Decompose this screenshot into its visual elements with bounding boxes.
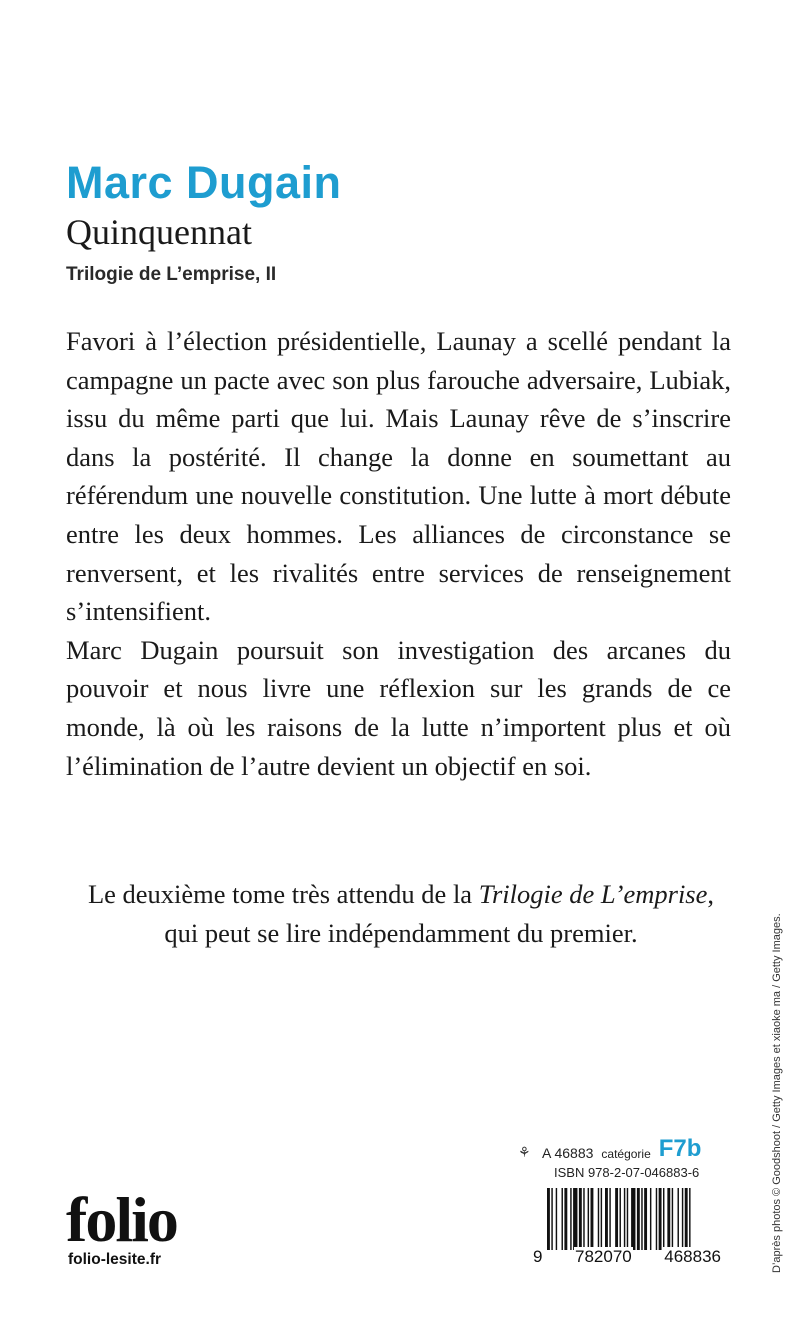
barcode-bar — [573, 1188, 577, 1250]
summary-paragraph-2: Marc Dugain poursuit son investigation des arcanes du pouvoir et nous livre une réflexion sur les grands de ce monde, là où les raisons de la lutte n’importent plus et où l’élimination de l’autre devient un objectif en soi. — [66, 634, 731, 781]
barcode-bar — [678, 1188, 679, 1250]
barcode-bar — [672, 1188, 673, 1250]
barcode-bar — [583, 1188, 584, 1250]
barcode-bar — [663, 1188, 664, 1250]
publisher-mark-icon: ⚘ — [518, 1144, 531, 1160]
isbn: ISBN 978-2-07-046883-6 — [554, 1165, 700, 1180]
barcode-bar — [570, 1188, 571, 1250]
barcode-bar — [579, 1188, 582, 1250]
barcode-bar — [689, 1188, 690, 1250]
product-codes — [518, 1135, 723, 1180]
barcode-digits — [532, 1247, 722, 1267]
barcode-bar — [556, 1188, 557, 1250]
barcode-bar — [605, 1188, 608, 1250]
barcode-bar — [547, 1188, 550, 1250]
folio-logo: folio — [66, 1184, 177, 1255]
tagline-series-italic: Trilogie de L’emprise — [478, 879, 708, 909]
photo-credit: D’après photos © Goodshoot / Getty Images et xiaoke ma / Getty Images. — [771, 913, 783, 1273]
barcode-bar — [685, 1188, 688, 1250]
catalog-row — [518, 1135, 723, 1161]
barcode-bar — [601, 1188, 602, 1250]
barcode-bar — [591, 1188, 594, 1250]
book-title: Quinquennat — [66, 212, 252, 252]
summary-paragraph-1: Favori à l’élection présidentielle, Launay a scellé pendant la campagne un pacte avec son plus farouche adversaire, Lubiak, issu du même parti que lui. Mais Launay rêve de s’inscrire dans la postérité. Il change la donne en soumettant au référendum une nouvelle constitution. Une lutte à mort débute entre les deux hommes. Les alliances de circonstance se renversent, et les rivalités entre services de renseignement s’intensifient. — [66, 326, 731, 627]
barcode-bar — [564, 1188, 567, 1250]
item-number: A 46883 — [542, 1145, 594, 1161]
barcode-bar — [620, 1188, 621, 1250]
barcode-bar — [659, 1188, 662, 1250]
barcode-bar — [637, 1188, 640, 1250]
tagline-line-2: qui peut se lire indépendamment du premier. — [164, 917, 638, 948]
author-name: Marc Dugain — [66, 157, 342, 208]
barcode-digit-group: 468836 — [664, 1247, 721, 1266]
barcode-bar — [650, 1188, 651, 1250]
barcode-bar — [667, 1188, 670, 1250]
barcode-bar — [656, 1188, 657, 1250]
category-code: F7b — [658, 1135, 702, 1162]
tagline-suffix: , — [707, 879, 715, 909]
barcode-bar — [624, 1188, 625, 1250]
tagline-line-1 — [66, 875, 736, 914]
barcode-bar — [562, 1188, 563, 1250]
series-subtitle: Trilogie de L’emprise, II — [66, 264, 277, 285]
tagline-prefix: Le deuxième tome très attendu de la — [87, 879, 479, 909]
tagline — [66, 875, 736, 952]
barcode-bar — [627, 1188, 628, 1250]
barcode-bar — [641, 1188, 642, 1250]
barcode-bar — [644, 1188, 647, 1250]
barcode-bar — [631, 1188, 635, 1250]
barcode-bar — [551, 1188, 552, 1250]
barcode-bar — [588, 1188, 589, 1250]
website-link: folio-lesite.fr — [68, 1251, 162, 1268]
barcode-bar — [615, 1188, 618, 1250]
barcode-bar — [682, 1188, 683, 1250]
summary-text — [66, 322, 731, 785]
barcode-digit-group: 9 — [533, 1247, 543, 1266]
barcode-bar — [598, 1188, 599, 1250]
category-label: catégorie — [601, 1147, 651, 1161]
barcode-bars — [547, 1188, 722, 1250]
barcode-bar — [609, 1188, 610, 1250]
barcode-digit-group: 782070 — [575, 1247, 632, 1266]
